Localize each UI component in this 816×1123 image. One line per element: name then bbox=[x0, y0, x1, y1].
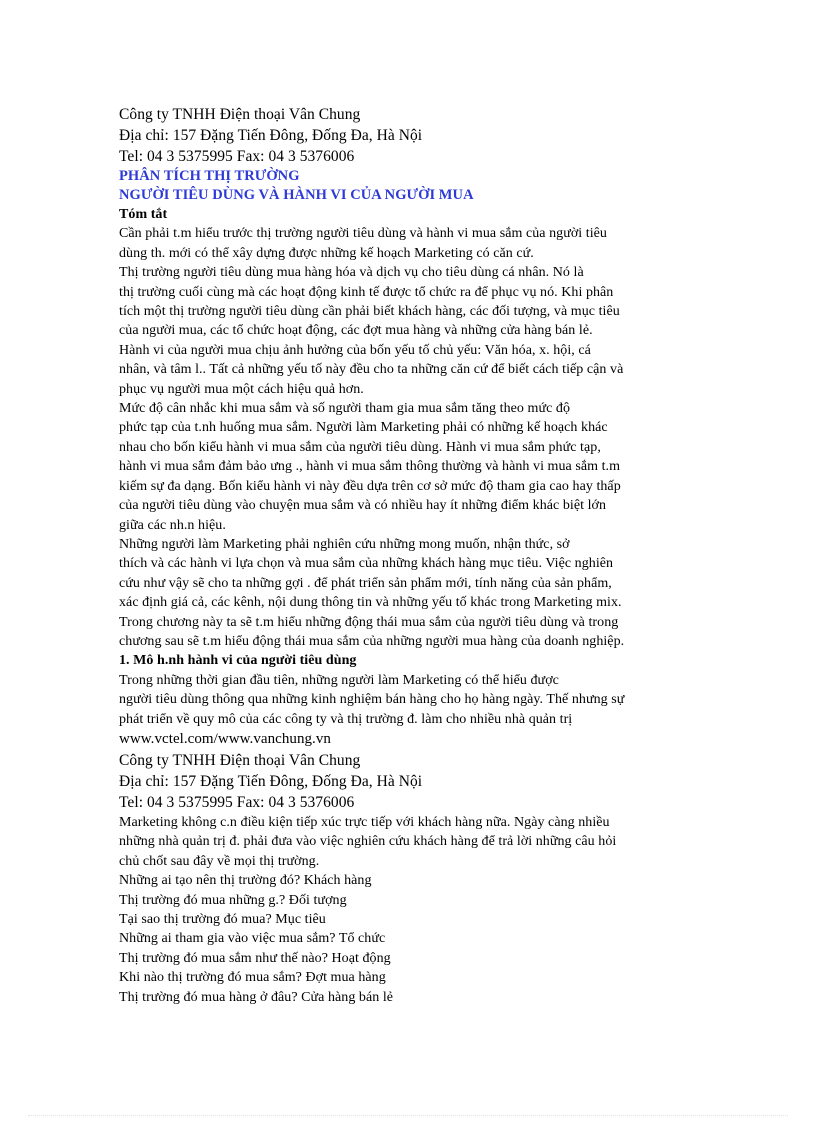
text-line: của người mua, các tổ chức hoạt động, các đợt mua hàng và những cửa hàng bán lẻ. bbox=[119, 323, 593, 339]
text-line: dùng th. mới có thể xây dựng được những kế hoạch Marketing có căn cứ. bbox=[119, 245, 534, 261]
text-line: Khi nào thị trường đó mua sắm? Đợt mua hàng bbox=[119, 970, 386, 986]
text-line: của người tiêu dùng vào chuyện mua sắm và có nhiều hay ít những điểm khác biệt lớn bbox=[119, 498, 607, 514]
text-line: tích một thị trường người tiêu dùng cần phải biết khách hàng, các đối tượng, và mục tiêu bbox=[119, 304, 620, 320]
subject-title: NGƯỜI TIÊU DÙNG VÀ HÀNH VI CỦA NGƯỜI MUA bbox=[119, 187, 474, 203]
text-line: Thị trường người tiêu dùng mua hàng hóa và dịch vụ cho tiêu dùng cá nhân. Nó là bbox=[119, 265, 584, 281]
chapter-title: PHÂN TÍCH THỊ TRƯỜNG bbox=[119, 168, 300, 184]
text-line: thích và các hành vi lựa chọn và mua sắm của những khách hàng mục tiêu. Việc nghiên bbox=[119, 556, 614, 572]
text-line: những nhà quản trị đ. phải đưa vào việc nghiên cứu khách hàng để trả lời những câu hỏi bbox=[119, 834, 617, 850]
text-line: nhau cho bốn kiểu hành vi mua sắm của người tiêu dùng. Hành vi mua sắm phức tạp, bbox=[119, 439, 601, 455]
text-line: Hành vi của người mua chịu ảnh hưởng của bốn yếu tố chủ yếu: Văn hóa, x. hội, cá bbox=[119, 342, 591, 358]
text-line: Thị trường đó mua sắm như thế nào? Hoạt động bbox=[119, 950, 391, 966]
section-1-text bbox=[119, 671, 699, 729]
website-url: www.vctel.com/www.vanchung.vn bbox=[119, 730, 331, 747]
text-line: Những ai tạo nên thị trường đó? Khách hàng bbox=[119, 873, 372, 889]
text-line: giữa các nh.n hiệu. bbox=[119, 517, 226, 533]
footer-company-phone: Tel: 04 3 5375995 Fax: 04 3 5376006 bbox=[119, 793, 355, 811]
text-line: Trong những thời gian đầu tiên, những người làm Marketing có thể hiểu được bbox=[119, 672, 559, 688]
text-line: Mức độ cân nhắc khi mua sắm và số người tham gia mua sắm tăng theo mức độ bbox=[119, 401, 570, 417]
text-line: hành vi mua sắm đảm bảo ưng ., hành vi mua sắm thông thường và hành vi mua sắm t.m bbox=[119, 459, 621, 475]
text-line: phát triển về quy mô của các công ty và thị trường đ. làm cho nhiều nhà quản trị bbox=[119, 711, 573, 727]
text-line: cứu như vậy sẽ cho ta những gợi . để phát triển sản phẩm mới, tính năng của sản phẩm, bbox=[119, 575, 612, 591]
text-line: Marketing không c.n điều kiện tiếp xúc trực tiếp với khách hàng nữa. Ngày càng nhiều bbox=[119, 814, 610, 830]
text-line: kiếm sự đa dạng. Bốn kiểu hành vi này đều dựa trên cơ sở mức độ tham gia cao hay thấp bbox=[119, 478, 621, 494]
document-page bbox=[119, 104, 699, 1007]
text-line: Trong chương này ta sẽ t.m hiểu những động thái mua sắm của người tiêu dùng và trong bbox=[119, 614, 619, 630]
text-line: Những người làm Marketing phải nghiên cứu những mong muốn, nhận thức, sở bbox=[119, 536, 570, 552]
text-line: chủ chốt sau đây về mọi thị trường. bbox=[119, 853, 320, 869]
text-line: nhân, và tâm l.. Tất cả những yếu tố này đều cho ta những căn cứ để biết cách tiếp cận và bbox=[119, 362, 624, 378]
text-line: Những ai tham gia vào việc mua sắm? Tổ chức bbox=[119, 931, 386, 947]
text-line: chương sau sẽ t.m hiểu động thái mua sắm của những người mua hàng của doanh nghiệp. bbox=[119, 633, 625, 649]
text-line: xác định giá cả, các kênh, nội dung thông tin và những yếu tố khác trong Marketing mix. bbox=[119, 595, 622, 611]
text-line: phục vụ người mua một cách hiệu quả hơn. bbox=[119, 381, 364, 397]
text-line: Tại sao thị trường đó mua? Mục tiêu bbox=[119, 912, 326, 927]
summary-heading: Tóm tắt bbox=[119, 207, 168, 222]
footer-company-name: Công ty TNHH Điện thoại Vân Chung bbox=[119, 751, 361, 769]
text-line: phức tạp của t.nh huống mua sắm. Người làm Marketing phải có những kế hoạch khác bbox=[119, 420, 608, 436]
text-line: Thị trường đó mua hàng ở đâu? Cửa hàng bán lẻ bbox=[119, 989, 394, 1005]
section-1-heading: 1. Mô h.nh hành vi của người tiêu dùng bbox=[119, 653, 357, 669]
footer-company-address: Địa chỉ: 157 Đặng Tiến Đông, Đống Đa, Hà Nội bbox=[119, 772, 423, 790]
text-line: Cần phải t.m hiểu trước thị trường người tiêu dùng và hành vi mua sắm của người tiêu bbox=[119, 226, 607, 242]
summary-text bbox=[119, 224, 699, 651]
continued-text bbox=[119, 813, 699, 1007]
company-address: Địa chỉ: 157 Đặng Tiến Đông, Đống Đa, Hà Nội bbox=[119, 127, 423, 144]
company-name: Công ty TNHH Điện thoại Vân Chung bbox=[119, 106, 361, 123]
company-phone: Tel: 04 3 5375995 Fax: 04 3 5376006 bbox=[119, 148, 355, 165]
text-line: thị trường cuối cùng mà các hoạt động kinh tế được tổ chức ra để phục vụ nó. Khi phân bbox=[119, 284, 614, 300]
page-bottom-divider bbox=[28, 1115, 788, 1116]
text-line: Thị trường đó mua những g.? Đối tượng bbox=[119, 892, 347, 908]
text-line: người tiêu dùng thông qua những kinh nghiệm bán hàng cho họ hàng ngày. Thế nhưng sự bbox=[119, 692, 625, 708]
